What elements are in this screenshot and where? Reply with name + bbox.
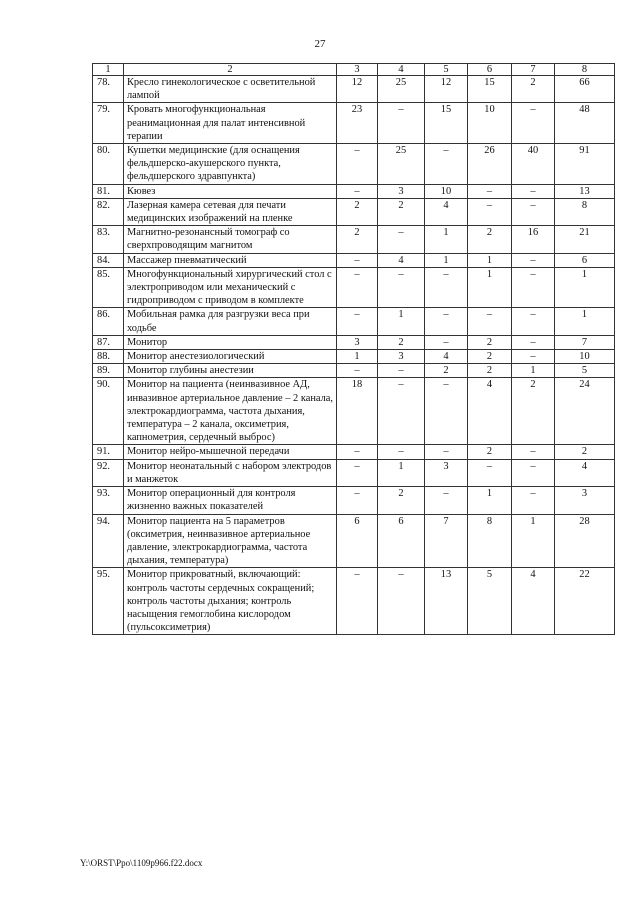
file-path-footer: Y:\ORST\Ppo\1109p966.f22.docx [80,858,203,868]
quantity-cell: – [378,378,425,445]
row-number: 86. [93,308,124,335]
total-cell: 22 [555,568,615,635]
quantity-cell: – [378,445,425,459]
quantity-cell: 6 [378,514,425,568]
table-row [93,103,615,144]
quantity-cell: 2 [425,364,468,378]
quantity-cell: – [378,364,425,378]
quantity-cell: 2 [337,226,378,253]
quantity-cell: – [337,364,378,378]
quantity-cell: – [512,335,555,349]
row-number: 85. [93,267,124,308]
quantity-cell: 25 [378,76,425,103]
quantity-cell: – [337,445,378,459]
table-row [93,350,615,364]
row-number: 80. [93,144,124,185]
row-number: 87. [93,335,124,349]
quantity-cell: 40 [512,144,555,185]
equipment-name: Массажер пневматический [124,253,337,267]
row-number: 84. [93,253,124,267]
total-cell: 10 [555,350,615,364]
total-cell: 91 [555,144,615,185]
total-cell: 4 [555,459,615,486]
quantity-cell: 3 [337,335,378,349]
quantity-cell: – [425,487,468,514]
quantity-cell: – [337,144,378,185]
table-body [93,76,615,635]
row-number: 82. [93,198,124,225]
header-cell: 1 [93,64,124,76]
quantity-cell: 1 [512,364,555,378]
quantity-cell: – [425,144,468,185]
header-cell: 3 [337,64,378,76]
quantity-cell: 10 [425,184,468,198]
table-row [93,184,615,198]
total-cell: 6 [555,253,615,267]
quantity-cell: 12 [425,76,468,103]
row-number: 89. [93,364,124,378]
table-row [93,226,615,253]
quantity-cell: – [512,350,555,364]
quantity-cell: 2 [468,226,512,253]
quantity-cell: 1 [337,350,378,364]
row-number: 90. [93,378,124,445]
total-cell: 1 [555,308,615,335]
quantity-cell: – [378,568,425,635]
equipment-name: Монитор неонатальный с набором электродов и манжеток [124,459,337,486]
quantity-cell: – [468,459,512,486]
quantity-cell: 18 [337,378,378,445]
quantity-cell: – [512,445,555,459]
quantity-cell: 4 [512,568,555,635]
quantity-cell: – [512,487,555,514]
quantity-cell: 1 [425,226,468,253]
quantity-cell: 2 [378,198,425,225]
quantity-cell: 1 [378,459,425,486]
equipment-name: Монитор [124,335,337,349]
total-cell: 24 [555,378,615,445]
total-cell: 21 [555,226,615,253]
equipment-name: Кровать многофункциональная реанимационная для палат интенсивной терапии [124,103,337,144]
table-row [93,198,615,225]
quantity-cell: 3 [378,350,425,364]
quantity-cell: 4 [468,378,512,445]
total-cell: 48 [555,103,615,144]
quantity-cell: – [337,459,378,486]
quantity-cell: – [512,253,555,267]
total-cell: 8 [555,198,615,225]
equipment-name: Монитор на пациента (неинвазивное АД, инвазивное артериальное давление – 2 канала, электрокардиограмма, частота дыхания, температура – 2 канала, оксиметрия, капнометрия, сердечный выброс) [124,378,337,445]
quantity-cell: 1 [378,308,425,335]
quantity-cell: – [378,267,425,308]
total-cell: 66 [555,76,615,103]
quantity-cell: 7 [425,514,468,568]
table-row [93,267,615,308]
quantity-cell: 13 [425,568,468,635]
quantity-cell: 3 [378,184,425,198]
equipment-name: Монитор прикроватный, включающий: контроль частоты сердечных сокращений; контроль частоты дыхания; контроль насыщения гемоглобина кислородом (пульсоксиметрия) [124,568,337,635]
table-header-row [93,64,615,76]
table-row [93,459,615,486]
equipment-name: Мобильная рамка для разгрузки веса при ходьбе [124,308,337,335]
row-number: 78. [93,76,124,103]
quantity-cell: – [378,103,425,144]
quantity-cell: 2 [512,76,555,103]
quantity-cell: 1 [512,514,555,568]
equipment-name: Монитор операционный для контроля жизненно важных показателей [124,487,337,514]
quantity-cell: 26 [468,144,512,185]
equipment-name: Кресло гинекологическое с осветительной лампой [124,76,337,103]
quantity-cell: 2 [378,335,425,349]
quantity-cell: 4 [425,198,468,225]
quantity-cell: – [337,253,378,267]
quantity-cell: 2 [468,364,512,378]
header-cell: 6 [468,64,512,76]
quantity-cell: 25 [378,144,425,185]
header-cell: 7 [512,64,555,76]
table-row [93,378,615,445]
total-cell: 2 [555,445,615,459]
quantity-cell: – [512,184,555,198]
row-number: 83. [93,226,124,253]
quantity-cell: – [512,267,555,308]
row-number: 88. [93,350,124,364]
quantity-cell: 2 [468,445,512,459]
row-number: 81. [93,184,124,198]
quantity-cell: 1 [425,253,468,267]
quantity-cell: – [425,267,468,308]
quantity-cell: – [337,487,378,514]
row-number: 94. [93,514,124,568]
quantity-cell: 2 [512,378,555,445]
quantity-cell: 1 [468,253,512,267]
quantity-cell: 3 [425,459,468,486]
equipment-name: Магнитно-резонансный томограф со сверхпроводящим магнитом [124,226,337,253]
row-number: 79. [93,103,124,144]
row-number: 95. [93,568,124,635]
quantity-cell: 4 [378,253,425,267]
quantity-cell: 15 [468,76,512,103]
quantity-cell: 16 [512,226,555,253]
quantity-cell: – [512,198,555,225]
table-row [93,76,615,103]
row-number: 93. [93,487,124,514]
table-row [93,514,615,568]
quantity-cell: 2 [468,335,512,349]
quantity-cell: 2 [378,487,425,514]
table-row [93,364,615,378]
quantity-cell: 6 [337,514,378,568]
quantity-cell: – [512,103,555,144]
equipment-name: Монитор нейро-мышечной передачи [124,445,337,459]
header-cell: 8 [555,64,615,76]
header-cell: 4 [378,64,425,76]
total-cell: 3 [555,487,615,514]
quantity-cell: 15 [425,103,468,144]
equipment-name: Кювез [124,184,337,198]
quantity-cell: – [425,378,468,445]
quantity-cell: 23 [337,103,378,144]
quantity-cell: – [378,226,425,253]
quantity-cell: – [337,568,378,635]
row-number: 91. [93,445,124,459]
equipment-name: Кушетки медицинские (для оснащения фельдшерско-акушерского пункта, фельдшерского здравпункта) [124,144,337,185]
quantity-cell: 5 [468,568,512,635]
quantity-cell: – [468,198,512,225]
table-row [93,445,615,459]
quantity-cell: – [337,267,378,308]
quantity-cell: – [468,308,512,335]
row-number: 92. [93,459,124,486]
header-cell: 2 [124,64,337,76]
equipment-name: Монитор пациента на 5 параметров (оксиметрия, неинвазивное артериальное давление, электрокардиограмма, частота дыхания, температура) [124,514,337,568]
total-cell: 1 [555,267,615,308]
quantity-cell: 1 [468,487,512,514]
table-row [93,308,615,335]
quantity-cell: – [425,445,468,459]
quantity-cell: 2 [468,350,512,364]
quantity-cell: 8 [468,514,512,568]
total-cell: 7 [555,335,615,349]
equipment-name: Монитор анестезиологический [124,350,337,364]
quantity-cell: – [512,459,555,486]
quantity-cell: 2 [337,198,378,225]
page-number: 27 [314,38,326,50]
quantity-cell: – [468,184,512,198]
table-row [93,253,615,267]
equipment-table [92,63,615,635]
table-row [93,568,615,635]
total-cell: 13 [555,184,615,198]
quantity-cell: – [337,308,378,335]
quantity-cell: 12 [337,76,378,103]
quantity-cell: – [425,308,468,335]
quantity-cell: – [337,184,378,198]
table-row [93,487,615,514]
quantity-cell: – [425,335,468,349]
equipment-name: Монитор глубины анестезии [124,364,337,378]
quantity-cell: 4 [425,350,468,364]
quantity-cell: – [512,308,555,335]
quantity-cell: 10 [468,103,512,144]
equipment-name: Лазерная камера сетевая для печати медицинских изображений на пленке [124,198,337,225]
header-cell: 5 [425,64,468,76]
equipment-name: Многофункциональный хирургический стол с электроприводом или механический с гидроприводом с приводом в комплекте [124,267,337,308]
total-cell: 28 [555,514,615,568]
table-row [93,144,615,185]
quantity-cell: 1 [468,267,512,308]
total-cell: 5 [555,364,615,378]
table-row [93,335,615,349]
